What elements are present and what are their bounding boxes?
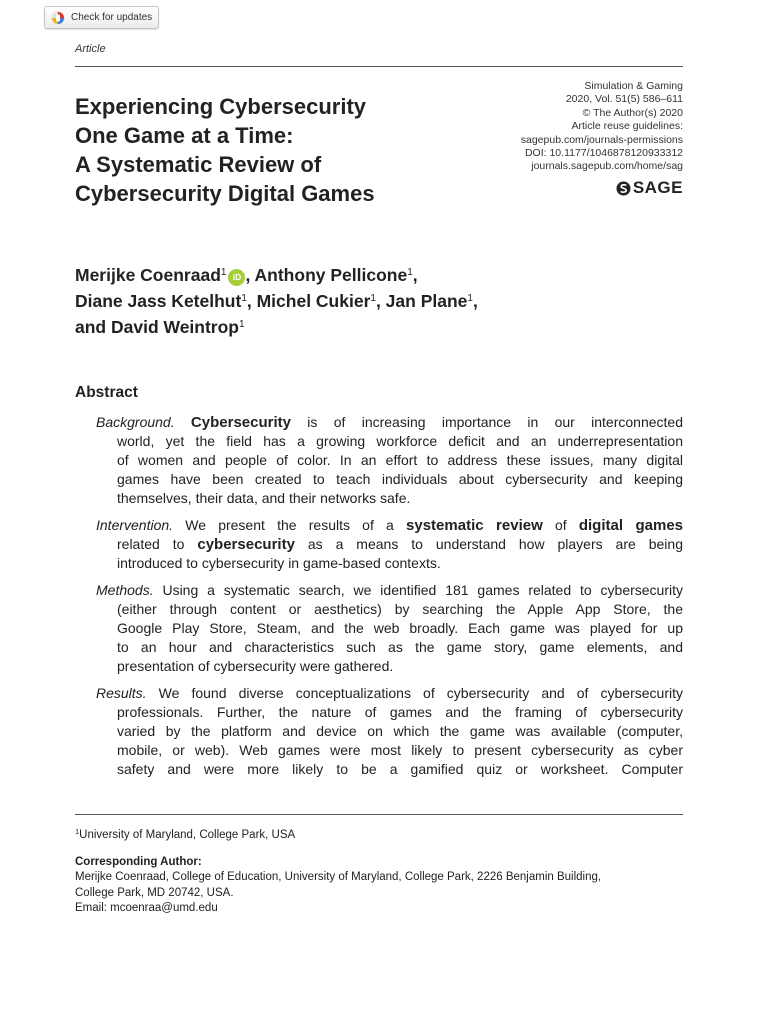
doi-link[interactable]: DOI: 10.1177/1046878120933312 xyxy=(524,147,683,160)
text-run: Using a systematic search, we identified 181 games related to cybersecurity xyxy=(153,582,683,598)
article-type-label: Article xyxy=(75,43,106,55)
text-line: (either through content or aesthetics) by searching the Apple App Store, the xyxy=(117,601,683,617)
abstract-intervention xyxy=(96,516,683,573)
permissions-link[interactable]: sagepub.com/journals-permissions xyxy=(520,133,683,146)
text-line: Google Play Store, Steam, and the web broadly. Each game was played for up xyxy=(117,620,683,636)
sage-mark-icon xyxy=(616,181,631,196)
header-divider xyxy=(75,66,683,67)
affiliation-text: University of Maryland, College Park, USA xyxy=(79,829,296,841)
affiliation-marker: 1 xyxy=(75,827,80,836)
text-line: professionals. Further, the nature of games and the framing of cybersecurity xyxy=(117,704,683,720)
copyright-line: © The Author(s) 2020 xyxy=(582,106,683,119)
abstract-results xyxy=(96,684,683,779)
author-line xyxy=(75,287,635,313)
text-run: We present the results of a xyxy=(173,517,407,533)
author-line xyxy=(75,313,635,339)
text-run: is of increasing importance in our interconnected xyxy=(290,414,683,430)
article-title xyxy=(75,92,495,208)
sage-logo xyxy=(616,178,683,198)
corresponding-author-city: College Park, MD 20742, USA. xyxy=(75,886,234,899)
keyword: systematic review xyxy=(406,517,543,534)
keyword: cybersecurity xyxy=(197,536,295,553)
journal-homepage-link[interactable]: journals.sagepub.com/home/sag xyxy=(531,160,683,173)
text-line: varied by the platform and device on which the game was available (computer, xyxy=(117,723,683,739)
title-line: Cybersecurity Digital Games xyxy=(75,181,375,206)
corresponding-author-email[interactable]: Email: mcoenraa@umd.edu xyxy=(75,902,218,914)
abstract-body xyxy=(96,413,683,787)
section-label: Methods. xyxy=(96,582,154,598)
affiliation-marker: 1 xyxy=(467,293,473,304)
text-line: safety and were more likely to be a gamified quiz or worksheet. Computer xyxy=(117,761,683,777)
text-line xyxy=(96,581,683,600)
affiliation-note xyxy=(75,824,685,844)
text-line: mobile, or web). Web games were most likely to present cybersecurity as cyber xyxy=(117,742,683,758)
affiliation-marker: 1 xyxy=(220,267,227,278)
sage-wordmark: SAGE xyxy=(632,178,683,197)
author-name: Diane Jass Ketelhut xyxy=(75,291,242,311)
section-label: Background. xyxy=(96,414,175,430)
text-line xyxy=(96,516,683,535)
journal-volume: 2020, Vol. 51(5) 586–611 xyxy=(565,93,683,106)
text-line: games have been created to teach individuals about cybersecurity and keeping xyxy=(117,471,683,487)
author-name: , Anthony Pellicone xyxy=(245,265,408,285)
author-separator: , xyxy=(472,291,478,311)
section-label: Results. xyxy=(96,685,147,701)
text-run: as a means to understand how players are being xyxy=(294,536,683,552)
affiliation-marker: 1 xyxy=(241,293,247,304)
author-name: , Michel Cukier xyxy=(246,291,371,311)
author-list xyxy=(75,261,635,339)
reuse-guidelines-label: Article reuse guidelines: xyxy=(571,120,683,133)
text-line: themselves, their data, and their networks safe. xyxy=(117,490,411,506)
title-line: Experiencing Cybersecurity xyxy=(75,94,367,119)
corresponding-author-address: Merijke Coenraad, College of Education, University of Maryland, College Park, 2226 Benjamin Building, xyxy=(75,871,602,883)
text-line xyxy=(96,535,683,554)
journal-name: Simulation & Gaming xyxy=(584,80,683,92)
text-line: introduced to cybersecurity in game-based contexts. xyxy=(117,555,441,571)
author-name: and David Weintrop xyxy=(75,317,239,337)
footnotes xyxy=(75,824,685,917)
section-label: Intervention. xyxy=(96,517,174,533)
text-line xyxy=(96,413,683,432)
author-name: Merijke Coenraad xyxy=(75,265,221,285)
text-line: presentation of cybersecurity were gathered. xyxy=(117,658,394,674)
text-line: to an hour and characteristics such as the game story, game elements, and xyxy=(117,639,683,655)
keyword: Cybersecurity xyxy=(190,414,291,431)
abstract-heading: Abstract xyxy=(75,384,138,401)
author-name: , Jan Plane xyxy=(375,291,468,311)
affiliation-marker: 1 xyxy=(407,267,413,278)
text-line: world, yet the field has a growing workforce deficit and an underrepresentation xyxy=(117,433,683,449)
abstract-background xyxy=(96,413,683,508)
text-run: of xyxy=(542,517,579,533)
check-for-updates-label: Check for updates xyxy=(71,12,153,23)
check-for-updates-button[interactable] xyxy=(44,6,159,29)
footnote-divider xyxy=(75,814,683,815)
title-line: One Game at a Time: xyxy=(75,123,294,148)
corresponding-author-label: Corresponding Author: xyxy=(75,855,202,868)
orcid-icon[interactable]: iD xyxy=(228,269,245,286)
text-run: related to xyxy=(117,536,198,552)
text-line: of women and people of color. In an effort to address these issues, many digital xyxy=(117,452,683,468)
author-separator: , xyxy=(412,265,418,285)
author-line xyxy=(75,261,635,287)
text-run: We found diverse conceptualizations of cybersecurity and of cybersecurity xyxy=(146,685,683,701)
journal-metadata xyxy=(443,80,683,174)
title-line: A Systematic Review of xyxy=(75,152,322,177)
affiliation-marker: 1 xyxy=(239,319,245,330)
affiliation-marker: 1 xyxy=(370,293,376,304)
crossmark-icon xyxy=(51,11,65,25)
text-line xyxy=(96,684,683,703)
keyword: digital games xyxy=(578,517,684,534)
abstract-methods xyxy=(96,581,683,676)
